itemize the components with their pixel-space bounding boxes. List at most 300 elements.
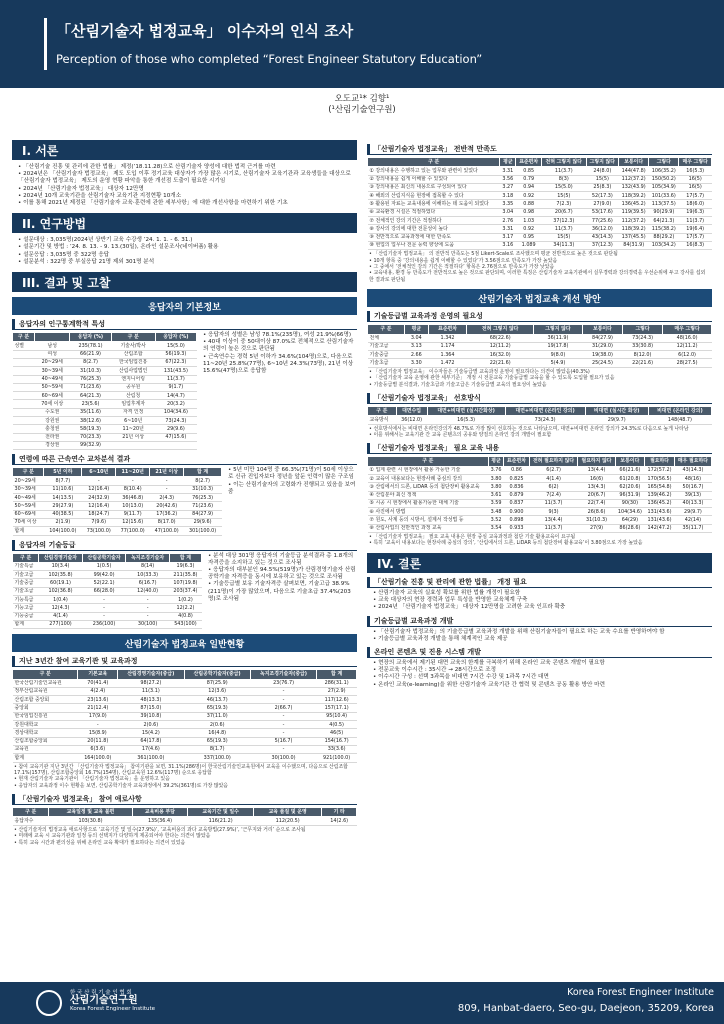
table-cell: 13(4.3) — [578, 483, 615, 491]
table-cell: 64(17.8) — [118, 737, 184, 745]
table-cell: 40(38.5) — [44, 510, 82, 518]
preferred-mode-notes — [367, 425, 712, 440]
method-list — [12, 237, 357, 266]
table-cell: 11(3.7) — [542, 167, 587, 175]
table-cell: 0.898 — [504, 516, 529, 524]
table-cell: 16(5.3) — [679, 167, 712, 175]
tech-grade-notes — [206, 553, 356, 630]
table-cell: 40~49세 — [35, 375, 70, 383]
table-header-cell: 구 분 — [111, 333, 155, 342]
table-header-cell: 그렇지 않다 — [534, 325, 583, 334]
table-cell: 26(8.6) — [578, 508, 615, 516]
subsection-basic-info: 응답자의 기본정보 — [12, 297, 357, 315]
table-row — [13, 494, 222, 502]
table-cell: 15(5) — [542, 233, 587, 241]
table-cell: 95(10.4) — [317, 712, 357, 720]
table-row — [13, 350, 197, 358]
table-row — [368, 192, 712, 200]
table-cell: 144(47.8) — [619, 167, 649, 175]
table-cell: 30~39세 — [35, 367, 70, 375]
table-cell: 5(4.9) — [534, 359, 583, 367]
table-cell: 105(34.9) — [649, 183, 679, 191]
table-cell: 교육방식 — [368, 416, 397, 424]
conclusion-online-heading: 온라인 콘텐츠 및 진용 시스템 개발 — [367, 647, 712, 658]
table-cell: 16(5) — [679, 183, 712, 191]
table-cell: 118(39.2) — [619, 225, 649, 233]
table-cell: 40~49세 — [13, 494, 44, 502]
table-cell: 2(66.7) — [250, 704, 316, 712]
table-cell: - — [250, 687, 316, 695]
note-line: • 「산림기술자 법정교육」 필요 교육 내용은 현장 중심 교육과정과 첨단 기술 활용교육이 요구됨 — [369, 534, 576, 541]
table-header-cell: 전혀 그렇지 않다 — [542, 158, 587, 167]
table-cell: 203(37.4) — [169, 587, 201, 595]
table-cell: 23(5.6) — [70, 400, 111, 408]
table-cell: 60~69세 — [13, 510, 44, 518]
table-header-cell: 평균 — [500, 158, 516, 167]
table-header-cell: 표준편차 — [504, 457, 529, 466]
table-header-cell: 그렇지 않다 — [586, 158, 619, 167]
table-header-cell: 표준편차 — [516, 158, 542, 167]
table-cell: 19(6.3) — [679, 208, 712, 216]
table-cell: 14(13.5) — [44, 494, 82, 502]
intro-item: • 2024년 「산림기술자 법정교육」 대상자 12만명 — [18, 185, 144, 192]
table-row — [13, 510, 222, 518]
table-row — [13, 579, 202, 587]
table-cell: 11(3.7) — [529, 524, 578, 532]
table-header-cell: 표준편차 — [428, 325, 466, 334]
table-cell: 33(30.8) — [622, 342, 662, 350]
table-row — [368, 516, 712, 524]
intro-item: • 「산림기술 진흥 및 관리에 관한 법률」 제정(’18.11.28)으로 산림기술자 양성에 대한 법적 근거를 마련 — [18, 164, 276, 170]
table-cell: 중앙회 — [13, 704, 78, 712]
table-header-cell: 매우 그렇다 — [679, 158, 712, 167]
table-cell: 236(100) — [82, 620, 126, 628]
intro-list — [12, 164, 357, 207]
table-cell: 13(4.4) — [529, 516, 578, 524]
table-cell: 42(14) — [674, 516, 711, 524]
table-row — [13, 587, 202, 595]
table-cell: 11(3.1) — [118, 687, 184, 695]
table-cell: 30(100) — [126, 620, 170, 628]
table-cell: 23(76.7) — [250, 679, 316, 687]
table-cell: 3.30 — [404, 359, 428, 367]
table-header-cell: 구 분 — [368, 407, 397, 416]
table-cell: 0.98 — [516, 208, 542, 216]
grade-course-heading: 기술등급별 교육과정 운영의 필요성 — [367, 311, 712, 322]
table-cell: 3.61 — [488, 491, 504, 499]
table-cell: 19(17.8) — [534, 342, 583, 350]
table-header-cell: 합 계 — [184, 468, 222, 477]
table-row — [13, 612, 202, 620]
satisfaction-heading: 「산림기술자 법정교육」 전반적 만족도 — [367, 144, 712, 155]
table-cell: 46(13.7) — [184, 696, 250, 704]
table-cell: 87(15.0) — [118, 704, 184, 712]
table-cell: 20(11.8) — [78, 737, 118, 745]
table-header-cell: 교육 품질 및 운영 — [253, 808, 321, 817]
table-cell: 154(16.7) — [317, 737, 357, 745]
demographics-heading: 응답자의 인구통계학적 특성 — [12, 319, 357, 330]
conclusion-item: • 기술등급별 교육과정 개발을 통해 체계적인 교육 제공 — [373, 635, 508, 642]
table-cell: 66(21.9) — [70, 350, 111, 358]
table-cell: 충청권 — [35, 425, 70, 433]
table-cell: 62(20.6) — [615, 483, 645, 491]
table-cell: 남성 — [35, 342, 70, 350]
note-line: • 이를 위해서는 교육기관 간 교육 콘텐츠의 공유와 양질의 온라인 강의 개발이 필요함 — [369, 432, 552, 438]
table-header-cell: 구 분 — [13, 553, 39, 562]
table-cell: ① 업계 관련 시 현장에서 활용 가능한 기술 — [368, 466, 489, 474]
table-cell — [13, 383, 35, 391]
table-cell: 0.836 — [504, 483, 529, 491]
table-cell: 강원대학교 — [13, 721, 78, 729]
section-method-title: II. 연구방법 — [12, 213, 357, 233]
table-cell: 70세 이상 — [35, 400, 70, 408]
table-cell: 3.16 — [500, 241, 516, 249]
table-row — [368, 208, 712, 216]
table-cell: - — [150, 485, 184, 493]
table-cell: 강원권 — [35, 417, 70, 425]
table-row — [13, 358, 197, 366]
conclusion-item: • 「산림기술자 법정교육」의 기술등급별 교육과정 개발을 위해 산림기술자들이 필요로 하는 교육 수요를 반영하여야 함 — [373, 628, 665, 635]
table-cell: 115(38.2) — [649, 225, 679, 233]
table-cell: 전체 — [368, 334, 405, 342]
table-cell: 77(100.0) — [116, 527, 150, 535]
table-cell: 3.76 — [488, 466, 504, 474]
table-cell: 136(45.2) — [645, 499, 675, 507]
subsection-edu-status: 산림기술자 법정교육 일반현황 — [12, 634, 357, 652]
preferred-mode-table — [367, 406, 712, 425]
table-cell: 24(32.9) — [82, 494, 116, 502]
table-cell: 4(0.8) — [169, 612, 201, 620]
table-cell: 9(11.7) — [116, 510, 150, 518]
table-cell: 16(4.8) — [184, 729, 250, 737]
footer-institute-name: Korea Forest Engineer Institute — [567, 987, 714, 998]
table-cell: 37(12.3) — [542, 217, 587, 225]
table-cell: ② 강의내용을 쉽게 이해할 수 있었다 — [368, 175, 500, 183]
table-cell: - — [82, 612, 126, 620]
conclusion-item: • 온라인 교육(e-learning)을 위한 산림기술자 교육기관 간 협력 및 콘텐츠 공동 활용 방안 마련 — [373, 681, 605, 688]
table-header-cell: 평균 — [404, 325, 428, 334]
table-cell: 1.342 — [428, 334, 466, 342]
table-cell: 3.31 — [500, 225, 516, 233]
table-cell: 15(4.2) — [118, 729, 184, 737]
table-cell: 104(100.0) — [44, 527, 82, 535]
method-item: • 설문대상 : 3,035명(2024년 상반기 교육 수강생 ’24. 1. 1. - 6. 31.) — [18, 237, 193, 244]
table-cell: 21년 이상 — [111, 433, 155, 441]
table-cell: 기능특급 — [13, 596, 39, 604]
table-cell: 70(41.4) — [78, 679, 118, 687]
table-row — [368, 241, 712, 249]
table-cell: 31(10.3) — [184, 485, 222, 493]
table-row — [368, 475, 712, 483]
table-cell: 33(3.6) — [317, 745, 357, 753]
institution-table — [12, 669, 357, 762]
conclusion-law-list — [367, 590, 712, 612]
table-cell: 7(2.4) — [529, 491, 578, 499]
author-names: 오도교¹* 김향¹ — [334, 94, 390, 104]
table-cell — [13, 392, 35, 400]
table-row — [13, 562, 202, 570]
table-cell: - — [82, 477, 116, 485]
table-cell: 12(11.2) — [663, 342, 712, 350]
table-cell: 엔지니어링 — [111, 375, 155, 383]
table-cell: 17(5.7) — [679, 192, 712, 200]
table-cell: 14(4.7) — [155, 392, 196, 400]
table-cell — [13, 350, 35, 358]
table-cell: 1.03 — [516, 217, 542, 225]
table-header-cell: 보통이다 — [619, 158, 649, 167]
table-cell: 8(17.0) — [150, 518, 184, 526]
table-cell: 16(5.3) — [427, 416, 505, 424]
footer — [0, 982, 724, 1024]
table-row — [13, 571, 202, 579]
table-cell: 3.18 — [500, 192, 516, 200]
method-item: • 설문분석 : 322명 중 부실응답 21명 제외 301명 분석 — [18, 258, 155, 265]
table-header-cell: 매우 그렇다 — [663, 325, 712, 334]
table-row — [368, 217, 712, 225]
table-row — [13, 408, 197, 416]
table-cell: 135(36.4) — [132, 817, 188, 825]
table-cell: 6~10년 — [111, 417, 155, 425]
table-cell: 277(100) — [39, 620, 83, 628]
table-header-cell: 응답자 (%) — [70, 333, 111, 342]
table-cell: 86(28.6) — [615, 524, 645, 532]
table-cell: 52(22.1) — [82, 579, 126, 587]
table-cell: 96(31.9) — [615, 491, 645, 499]
table-cell: 11(3.7) — [679, 217, 712, 225]
footer-address: 809, Hanbat-daero, Seo-gu, Daejeon, 35209, Korea — [457, 1003, 714, 1014]
note-line: • 현재 산림기술자 교육기관이 「산림기술자 법정교육」을 운영하고 있음 — [14, 776, 170, 783]
table-cell: 73(24.3) — [505, 416, 585, 424]
table-cell: 0.94 — [516, 183, 542, 191]
title-korean: 「산림기술자 법정교육」 이수자의 인식 조사 — [56, 22, 354, 40]
difficulty-table — [12, 807, 357, 826]
table-cell: 112(20.5) — [253, 817, 321, 825]
table-row — [368, 233, 712, 241]
table-header-cell: 보통이다 — [582, 325, 622, 334]
table-row — [368, 466, 712, 474]
table-cell: 1.174 — [428, 342, 466, 350]
table-cell: ⑧ 산림사업의 전반적인 과정 교육 — [368, 524, 489, 532]
table-header-cell: 산림공학기술자 — [82, 553, 126, 562]
table-cell: 1.472 — [428, 359, 466, 367]
table-cell: 6(2) — [529, 483, 578, 491]
table-cell: 16(6) — [578, 475, 615, 483]
table-header-cell: 대면+비대면 (실시간화상) — [427, 407, 505, 416]
table-cell — [155, 441, 196, 449]
table-cell: ⑧ 강사의 강의에 대한 전문성이 높다 — [368, 225, 500, 233]
table-cell: 39(13) — [674, 491, 711, 499]
table-cell: - — [250, 696, 316, 704]
table-cell — [13, 375, 35, 383]
table-cell: 361(100.0) — [118, 754, 184, 762]
table-cell: 여성 — [35, 350, 70, 358]
intro-item: • 2024년은 「산림기술자 법정교육」 제도 도입 이후 정기교육 대상자가 가장 많은 시기로, 산림기술자 교육기관과 교육생들을 대상으로 「산림기술자 법정교육」 제도의 운영 현황 파악을 통한 개선점 도출이 필요한 시기임 — [18, 171, 351, 185]
table-cell: 11~20년 — [111, 425, 155, 433]
table-cell: 29(9.7) — [674, 508, 711, 516]
table-row — [13, 441, 197, 449]
table-cell: 2(0.6) — [184, 721, 250, 729]
preferred-mode-heading: 「산림기술자 법정교육」 선호방식 — [367, 393, 712, 404]
table-cell: 77(25.6) — [586, 217, 619, 225]
table-cell: - — [250, 729, 316, 737]
needed-content-heading: 「산림기술자 법정교육」 필요 교육 내용 — [367, 443, 712, 454]
table-cell: 16(8.3) — [679, 241, 712, 249]
table-cell: 61(20.8) — [615, 475, 645, 483]
table-cell: 18(6.0) — [679, 200, 712, 208]
note-line: • 응답자의 교육과정 이수 현황을 보면, 산림공학기술자 교육과정에서 39.2%(361명)로 가장 많았음 — [14, 782, 229, 789]
table-cell: 14(2.6) — [322, 817, 357, 825]
table-header-cell: 평균 — [488, 457, 504, 466]
table-cell: 921(100.0) — [317, 754, 357, 762]
table-cell: 0.879 — [504, 491, 529, 499]
table-cell: 15(5) — [586, 175, 619, 183]
table-cell: 1(0.4) — [39, 596, 83, 604]
needed-content-notes — [367, 533, 712, 548]
table-cell: 43(14.3) — [586, 233, 619, 241]
table-header-cell: 전혀 그렇지 않다 — [467, 325, 534, 334]
table-cell: 64(21.3) — [70, 392, 111, 400]
conclusion-item: • 이수시간 구성 : 선택 3과목을 비대면 7시간 수강 및 1과목 7시간 대면 — [373, 674, 549, 681]
table-cell: 12(2.2) — [169, 604, 201, 612]
institution-notes — [12, 763, 357, 791]
table-cell: 8(3) — [542, 175, 587, 183]
tech-grade-heading: 응답자의 기술등급 — [12, 540, 357, 551]
table-header-cell: 녹지조경기술자 — [126, 553, 170, 562]
table-cell: 5(16.7) — [250, 737, 316, 745]
table-cell: 임업후계자 — [111, 400, 155, 408]
table-cell: 2(4.3) — [150, 494, 184, 502]
table-cell: ③ 강의내용은 최신의 내용으로 구성되어 있다 — [368, 183, 500, 191]
table-header-cell: 보통이다 — [615, 457, 645, 466]
table-cell: 15(5.0) — [542, 183, 587, 191]
table-header-cell: 필요하지 않다 — [578, 457, 615, 466]
difficulty-notes — [12, 826, 357, 847]
table-row — [368, 351, 712, 359]
table-cell: 산림사업법인 — [111, 367, 155, 375]
table-cell: 9(1.7) — [155, 383, 196, 391]
table-cell: 73(24.3) — [622, 334, 662, 342]
table-cell: 50(16.7) — [674, 483, 711, 491]
conclusion-online-list — [367, 660, 712, 689]
table-cell: 31(10.3) — [70, 367, 111, 375]
table-cell: 3.56 — [500, 175, 516, 183]
table-cell: 1.364 — [428, 351, 466, 359]
table-cell: 기술고급 — [368, 342, 405, 350]
table-cell: 50~59세 — [35, 383, 70, 391]
table-cell: 76(25.3) — [184, 494, 222, 502]
table-cell: 65(19.3) — [184, 737, 250, 745]
table-header-cell: 기 타 — [322, 808, 357, 817]
table-cell: 73(100.0) — [82, 527, 116, 535]
intro-item: • 2024년 10개 교육기관을 산림기술자 교육기관 지정현황 10개소 — [18, 192, 182, 199]
table-cell: 10(3.4) — [39, 562, 83, 570]
table-cell: 응답자수 — [13, 817, 49, 825]
table-cell: 36(12.0) — [396, 416, 427, 424]
table-cell: 40(13.3) — [674, 499, 711, 507]
table-cell: 30~39세 — [13, 485, 44, 493]
table-cell: 21(12.4) — [78, 704, 118, 712]
table-cell: 286(31.1) — [317, 679, 357, 687]
table-row — [13, 754, 357, 762]
table-cell: - — [82, 604, 126, 612]
table-cell — [13, 433, 35, 441]
table-cell: 164(100.0) — [78, 754, 118, 762]
table-cell: 165(54.8) — [645, 483, 675, 491]
table-cell: 70세 이상 — [13, 518, 44, 526]
table-header-cell: 비대면 (온라인 강의) — [648, 407, 711, 416]
table-cell: 6(3.6) — [78, 745, 118, 753]
table-header-cell: 대면+비대면 (온라인 강의) — [505, 407, 585, 416]
table-header-cell: 구 분 — [13, 808, 49, 817]
table-cell: 27(2.9) — [317, 687, 357, 695]
table-cell: 0.92 — [516, 192, 542, 200]
table-header-cell: 구 분 — [13, 468, 44, 477]
table-cell: 36(12.0) — [586, 225, 619, 233]
table-cell: 64(29) — [615, 516, 645, 524]
table-cell: 1(0.5) — [82, 562, 126, 570]
table-cell: ⑦ 원도, 사계 등의 시방서, 설계서 작성법 등 — [368, 516, 489, 524]
table-row — [13, 392, 197, 400]
table-cell: 0.86 — [504, 466, 529, 474]
section-conclusion-title: IV. 결론 — [367, 553, 712, 573]
table-cell: 3.80 — [488, 475, 504, 483]
table-cell: 31(10.3) — [578, 516, 615, 524]
needed-content-table — [367, 456, 712, 533]
table-cell: 103(30.8) — [49, 817, 132, 825]
table-cell: 8(1.7) — [184, 745, 250, 753]
table-row — [13, 596, 202, 604]
table-header-cell: 구 분 — [13, 333, 35, 342]
table-cell: 한국임업진흥 — [111, 358, 155, 366]
table-cell: 3.04 — [404, 334, 428, 342]
table-row — [13, 817, 357, 825]
table-cell: 기능중급 — [13, 612, 39, 620]
table-cell: ⑤ 활용된 자료는 교육내용에 이해하는 데 도움이 되었다 — [368, 200, 500, 208]
note-line: • 미래에 교육 시 교육기관과 일정 등의 선택지가 다양하게 제공되어야 한다는 의견이 많았음 — [14, 833, 211, 840]
footer-org — [70, 989, 155, 1013]
table-cell: 90(29.9) — [649, 208, 679, 216]
note-item: • 근속연수는 경력 5년 이하가 34.6%(104명)으로, 다음으로 11~20년 25.8%(77명), 6~10년 24.3%(73명), 21년 이상 15.6%(47명)으로 응답함 — [203, 353, 354, 375]
table-cell — [13, 367, 35, 375]
table-cell: - — [126, 596, 170, 604]
table-cell: 15(8.9) — [78, 729, 118, 737]
table-cell: 101(33.6) — [649, 192, 679, 200]
table-cell: ⑤ 시공 시 현장에서 활용가능한 대체 기술 — [368, 499, 489, 507]
table-cell: 46(5) — [317, 729, 357, 737]
header-accent-bar — [44, 18, 47, 70]
table-row — [368, 225, 712, 233]
table-cell: 104(34.6) — [155, 408, 196, 416]
table-cell: 4(1.4) — [39, 612, 83, 620]
table-cell: - — [250, 712, 316, 720]
conclusion-item: • 전문교육 이수시간 : 35시간 → 28시간으로 조정 — [373, 667, 497, 674]
table-cell: 22(21.6) — [467, 359, 534, 367]
table-cell: 99(42.0) — [82, 571, 126, 579]
table-cell: 11(10.6) — [44, 485, 82, 493]
table-cell: 기술중급 — [13, 579, 39, 587]
conclusion-grade-list — [367, 629, 712, 643]
table-header-cell: 구 분 — [13, 670, 78, 679]
note-line: • 선호방식에서는 비대면 온라인강의가 48.7%로 가장 많이 선호하는 것으로 나타났으며, 대면+비대면 온라인 강의가 24.3%로 다음으로 높게 나타남 — [369, 425, 689, 432]
table-cell: 0.837 — [504, 499, 529, 507]
table-header-cell: 5년 이하 — [44, 468, 82, 477]
table-cell: 15(5) — [542, 192, 587, 200]
table-cell: 산림조합 중앙회 — [13, 696, 78, 704]
table-cell: 76(25.3) — [70, 375, 111, 383]
table-cell: ② 교육이 내용보다는 현장사례 중심의 강의 — [368, 475, 489, 483]
table-header-cell: 산림경영기술자(중급) — [118, 670, 184, 679]
table-cell: 0.900 — [504, 508, 529, 516]
